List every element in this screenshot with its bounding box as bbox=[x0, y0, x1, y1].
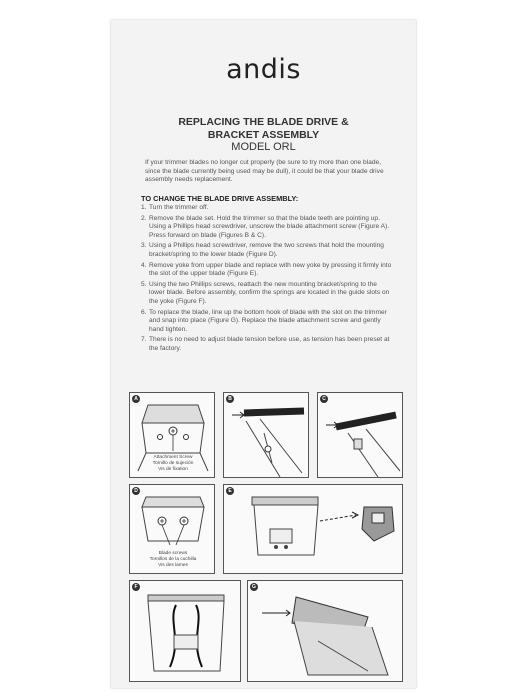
step-text: Using a Phillips head screwdriver, remove the two screws that hold the mounting bracket/spring to the lower blade (Figure D). bbox=[149, 242, 384, 258]
title-line-2: BRACKET ASSEMBLY bbox=[207, 129, 320, 141]
title-line-1: REPLACING THE BLADE DRIVE & bbox=[178, 116, 349, 128]
step-item bbox=[141, 281, 393, 307]
step-item bbox=[141, 204, 393, 213]
caption-line: Tornillos de la cuchilla bbox=[149, 556, 197, 562]
brand-logo: andis bbox=[226, 54, 301, 85]
figure-b bbox=[223, 392, 309, 478]
intro-paragraph: If your trimmer blades no longer cut properly (be sure to try more than one blade, since the blade currently being used may be dull), it could be that your blade drive assembly needs replacement. bbox=[145, 159, 384, 184]
figure-label: C bbox=[320, 395, 328, 403]
caption-line: Vis de fixation bbox=[158, 466, 188, 472]
figure-f bbox=[129, 580, 241, 682]
step-text: Remove the blade set. Hold the trimmer so that the blade teeth are pointing up. Using a Phillips head screwdriver, unscrew the blade attachment screw (Figure A). Press forward on blade (Figures B & C). bbox=[149, 214, 390, 239]
step-number: 4. bbox=[141, 261, 147, 269]
step-text: Turn the trimmer off. bbox=[149, 204, 209, 211]
instruction-sheet bbox=[111, 20, 416, 688]
figure-label: B bbox=[226, 395, 234, 403]
step-number: 3. bbox=[141, 242, 147, 250]
step-text: Using the two Phillips screws, reattach the new mounting bracket/spring to the lower blade. Before assembly, confirm the springs are located in the guide slots on the yoke (Figure F). bbox=[149, 280, 390, 305]
step-text: To replace the blade, line up the bottom hook of blade with the slot on the trimmer and snap into place (Figure G). Replace the blade attachment screw and gently hand tighten. bbox=[149, 308, 387, 333]
step-number: 2. bbox=[141, 214, 147, 222]
step-item bbox=[141, 215, 393, 241]
figure-e bbox=[223, 484, 403, 574]
spring-guide-illustration bbox=[130, 581, 242, 683]
figure-d-caption bbox=[142, 551, 204, 568]
figure-label: E bbox=[226, 487, 234, 495]
figure-label: F bbox=[132, 583, 140, 591]
step-item bbox=[141, 242, 393, 259]
figure-a bbox=[129, 392, 215, 478]
figure-d bbox=[129, 484, 215, 574]
figure-a-caption bbox=[144, 455, 202, 472]
step-text: There is no need to adjust blade tension before use, as tension has been preset at the factory. bbox=[149, 336, 390, 352]
yoke-replacement-illustration bbox=[224, 485, 404, 575]
step-number: 1. bbox=[141, 204, 147, 211]
figure-label: D bbox=[132, 487, 140, 495]
step-text: Remove yoke from upper blade and replace with new yoke by pressing it firmly into the slot of the upper blade (Figure E). bbox=[149, 261, 392, 278]
blade-snap-illustration bbox=[248, 581, 404, 683]
section-heading: TO CHANGE THE BLADE DRIVE ASSEMBLY: bbox=[141, 194, 299, 203]
figure-g bbox=[247, 580, 403, 682]
figure-label: G bbox=[250, 583, 258, 591]
blade-release-illustration bbox=[318, 393, 404, 479]
caption-line: Tornillo de sujeción bbox=[152, 460, 194, 466]
steps-list bbox=[141, 204, 393, 356]
figure-c bbox=[317, 392, 403, 478]
model-name: MODEL ORL bbox=[231, 141, 296, 153]
step-number: 7. bbox=[141, 336, 147, 344]
step-number: 6. bbox=[141, 308, 147, 316]
step-number: 5. bbox=[141, 280, 147, 288]
caption-line: Attachment Screw bbox=[153, 455, 193, 460]
caption-line: Vis des lames bbox=[158, 562, 188, 568]
trimmer-side-illustration bbox=[224, 393, 310, 479]
caption-line: Blade screws bbox=[158, 551, 188, 556]
figure-label: A bbox=[132, 395, 140, 403]
step-item bbox=[141, 309, 393, 335]
step-item bbox=[141, 336, 393, 353]
step-item bbox=[141, 262, 393, 279]
